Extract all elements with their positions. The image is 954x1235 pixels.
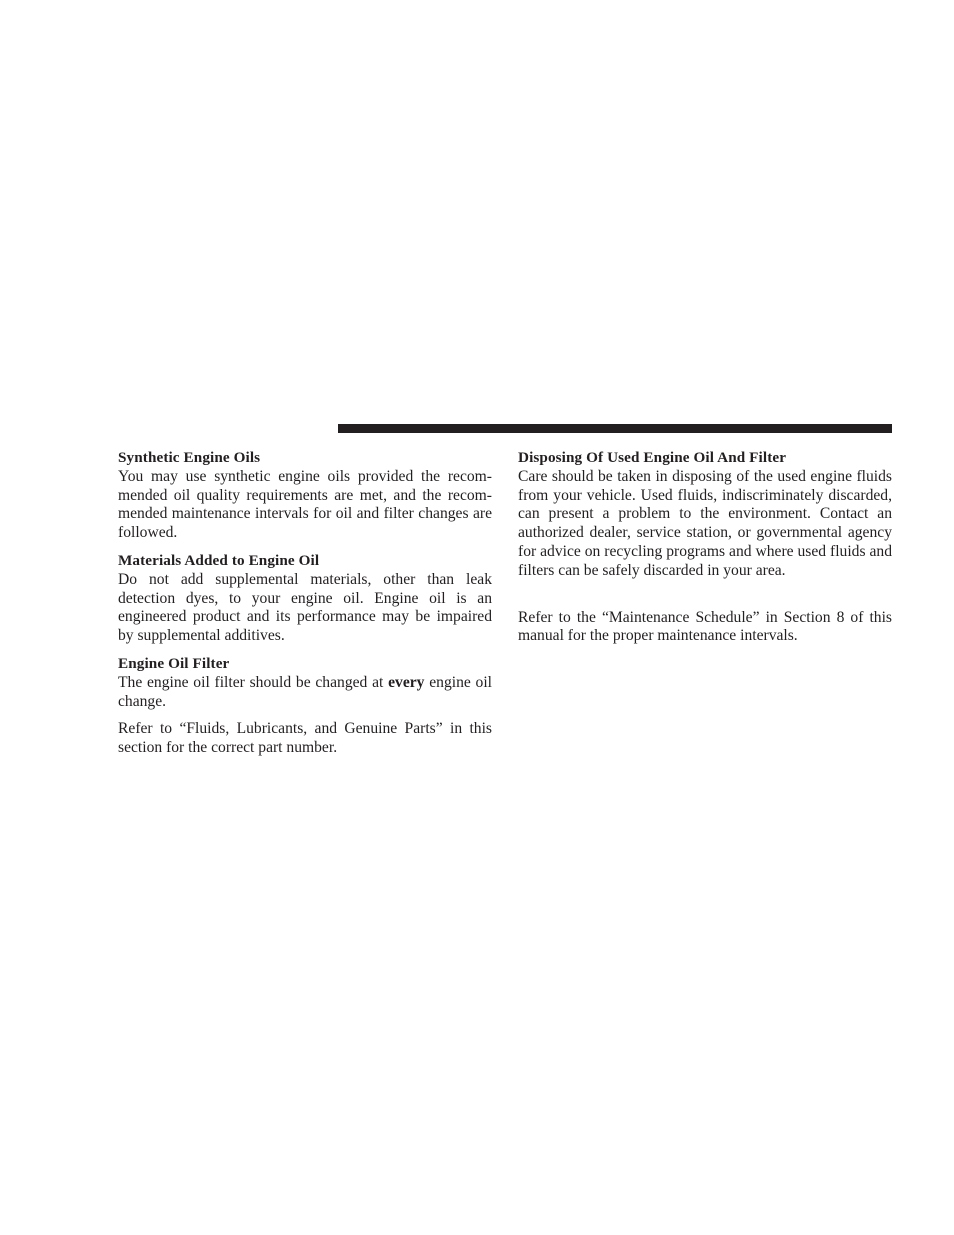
oil-filter-text bbox=[118, 674, 492, 712]
disposing-section bbox=[518, 449, 892, 581]
disposing-text: Care should be taken in disposing of the used engine fluids from your vehicle. Used fluids, indiscriminately discarded, can present a problem to the environment. Contact an authorized dealer, service station, or governmental agency for advice on recycling programs and where used fluids and filters can be safely discarded in your area. bbox=[518, 467, 892, 579]
materials-added-text: Do not add supplemental materials, other than leak detection dyes, to your engine oil. Engine oil is an engineered product and its performance may be impaired by supplemental additives. bbox=[118, 570, 492, 645]
oil-filter-heading: Engine Oil Filter bbox=[118, 654, 230, 672]
oil-filter-refer-text: Refer to “Fluids, Lubricants, and Genuine Parts” in this section for the correct part number. bbox=[118, 720, 492, 757]
oil-filter-text-emphasis: every bbox=[388, 673, 425, 691]
section-divider-bar bbox=[338, 424, 892, 433]
materials-added-heading: Materials Added to Engine Oil bbox=[118, 551, 320, 569]
oil-filter-text-start: The engine oil filter should be changed at bbox=[118, 673, 389, 691]
oil-filter-section bbox=[118, 655, 492, 758]
disposing-heading: Disposing Of Used Engine Oil And Filter bbox=[518, 449, 787, 466]
synthetic-oils-text: You may use synthetic engine oils provided the recommended oil quality requirements are met, and the recommended maintenance intervals for oil and filter changes are followed. bbox=[118, 467, 492, 542]
synthetic-oils-heading: Synthetic Engine Oils bbox=[118, 449, 261, 466]
maintenance-refer-text: Refer to the “Maintenance Schedule” in Section 8 of this manual for the proper maintenance intervals. bbox=[518, 608, 892, 645]
materials-added-section bbox=[118, 552, 492, 646]
synthetic-oils-section bbox=[118, 449, 492, 543]
right-column bbox=[518, 449, 892, 655]
oil-filter-text-end: engine oil change. bbox=[118, 673, 492, 710]
left-column bbox=[118, 449, 492, 767]
spacer bbox=[518, 590, 892, 609]
